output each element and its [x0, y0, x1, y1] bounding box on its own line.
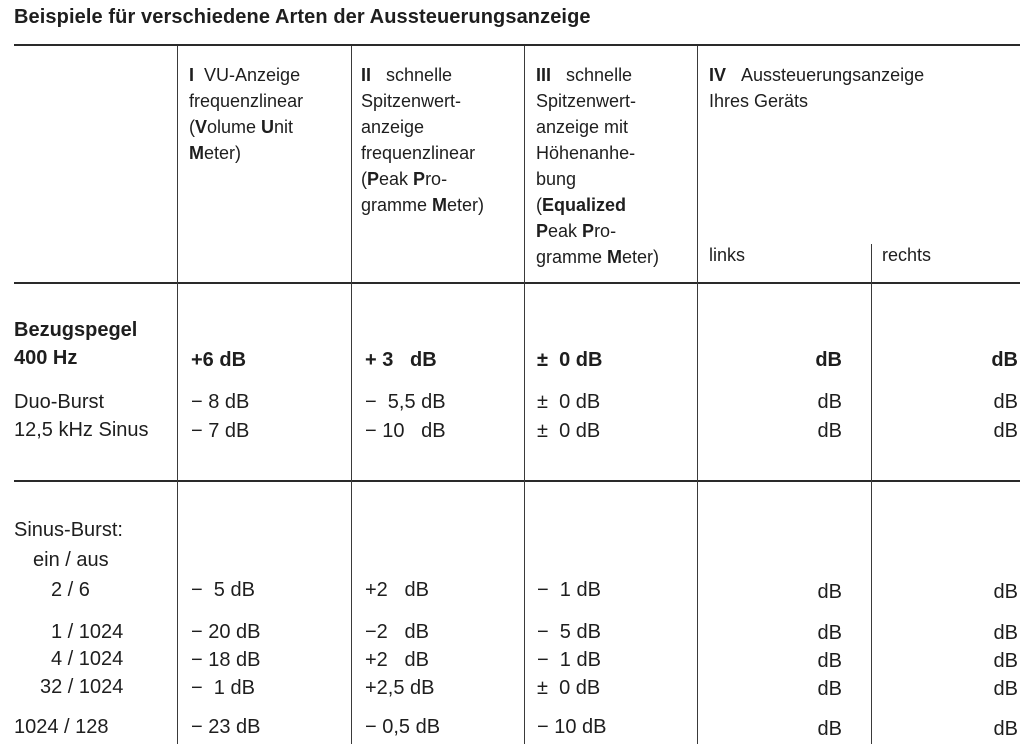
header-col-3-line: (Equalized — [536, 195, 627, 215]
header-col-2-line: anzeige — [361, 117, 425, 137]
row-label: 1 / 1024 — [51, 621, 124, 643]
row-label: 1024 / 128 — [14, 716, 109, 738]
cell-links: dB — [815, 349, 842, 371]
cell-ppm: − 10 dB — [365, 420, 446, 442]
table-top-rule — [14, 44, 1020, 46]
row-label: 4 / 1024 — [51, 648, 124, 670]
row-label: ein / aus — [33, 549, 109, 571]
header-col-3-line: Spitzenwert- — [536, 91, 637, 111]
cell-ppm: +2,5 dB — [365, 677, 435, 699]
cell-links: dB — [817, 650, 842, 672]
cell-eppm: ± 0 dB — [537, 420, 601, 442]
cell-vu: − 20 dB — [191, 621, 261, 643]
header-col-2-line: gramme Meter) — [361, 195, 485, 215]
header-col-3-line: schnelle — [566, 65, 633, 85]
cell-links: dB — [817, 420, 842, 442]
header-col-4-line: Ihres Geräts — [709, 91, 809, 111]
header-col-1-line: Meter) — [189, 143, 242, 163]
header-col-1-line: VU-Anzeige — [204, 65, 301, 85]
header-col-4-number: IV — [709, 65, 727, 85]
header-col-4-line: Aussteuerungsanzeige — [741, 65, 925, 85]
cell-ppm: +2 dB — [365, 579, 429, 601]
header-col-1-number: I — [189, 65, 195, 85]
cell-links: dB — [817, 391, 842, 413]
header-col-1-line: frequenzlinear — [189, 91, 304, 111]
header-col-2-line: (Peak Pro- — [361, 169, 448, 189]
cell-eppm: ± 0 dB — [537, 391, 601, 413]
header-col-2-line: schnelle — [386, 65, 453, 85]
header-col-3-line: Peak Pro- — [536, 221, 617, 241]
row-label: Duo-Burst — [14, 391, 105, 413]
cell-rechts: dB — [993, 581, 1018, 603]
cell-vu: − 18 dB — [191, 649, 261, 671]
column-divider-links-rechts — [871, 244, 872, 744]
cell-vu: − 8 dB — [191, 391, 250, 413]
column-divider-3 — [524, 46, 525, 744]
column-divider-1 — [177, 46, 178, 744]
header-links: links — [709, 245, 746, 265]
header-col-2 — [361, 62, 484, 218]
row-label: 2 / 6 — [51, 579, 90, 601]
cell-vu: − 1 dB — [191, 677, 255, 699]
header-col-3-number: III — [536, 65, 552, 85]
header-col-3-line: bung — [536, 169, 577, 189]
header-col-4 — [709, 62, 924, 114]
cell-eppm: − 5 dB — [537, 621, 601, 643]
cell-rechts: dB — [993, 678, 1018, 700]
cell-ppm: − 0,5 dB — [365, 716, 441, 738]
cell-links: dB — [817, 718, 842, 740]
header-bottom-rule — [14, 282, 1020, 284]
row-label: 400 Hz — [14, 347, 78, 369]
cell-eppm: ± 0 dB — [537, 349, 603, 371]
cell-rechts: dB — [993, 420, 1018, 442]
section-divider-rule — [14, 480, 1020, 482]
header-col-3-line: gramme Meter) — [536, 247, 660, 267]
column-divider-2 — [351, 46, 352, 744]
cell-eppm: − 1 dB — [537, 579, 601, 601]
header-col-3 — [536, 62, 659, 270]
cell-eppm: ± 0 dB — [537, 677, 601, 699]
header-col-1 — [189, 62, 303, 166]
cell-eppm: − 1 dB — [537, 649, 601, 671]
header-col-3-line: anzeige mit — [536, 117, 629, 137]
header-col-3-line: Höhenanhe- — [536, 143, 636, 163]
page-title: Beispiele für verschiedene Arten der Aussteuerungsanzeige — [14, 6, 591, 28]
row-label: 12,5 kHz Sinus — [14, 419, 149, 441]
header-col-2-line: frequenzlinear — [361, 143, 476, 163]
cell-links: dB — [817, 678, 842, 700]
cell-eppm: − 10 dB — [537, 716, 607, 738]
cell-rechts: dB — [993, 391, 1018, 413]
cell-vu: − 23 dB — [191, 716, 261, 738]
cell-ppm: +2 dB — [365, 649, 429, 671]
row-label: 32 / 1024 — [40, 676, 124, 698]
column-divider-4 — [697, 46, 698, 744]
cell-links: dB — [817, 622, 842, 644]
cell-ppm: + 3 dB — [365, 349, 437, 371]
cell-vu: − 5 dB — [191, 579, 255, 601]
cell-ppm: −2 dB — [365, 621, 429, 643]
cell-vu: +6 dB — [191, 349, 247, 371]
cell-rechts: dB — [993, 622, 1018, 644]
cell-rechts: dB — [991, 349, 1018, 371]
cell-rechts: dB — [993, 718, 1018, 740]
header-col-2-number: II — [361, 65, 372, 85]
cell-links: dB — [817, 581, 842, 603]
row-label: Sinus-Burst: — [14, 519, 123, 541]
cell-vu: − 7 dB — [191, 420, 250, 442]
row-label: Bezugspegel — [14, 319, 138, 341]
cell-rechts: dB — [993, 650, 1018, 672]
header-col-2-line: Spitzenwert- — [361, 91, 462, 111]
cell-ppm: − 5,5 dB — [365, 391, 446, 413]
header-col-1-line: (Volume Unit — [189, 117, 294, 137]
header-rechts: rechts — [882, 245, 932, 265]
